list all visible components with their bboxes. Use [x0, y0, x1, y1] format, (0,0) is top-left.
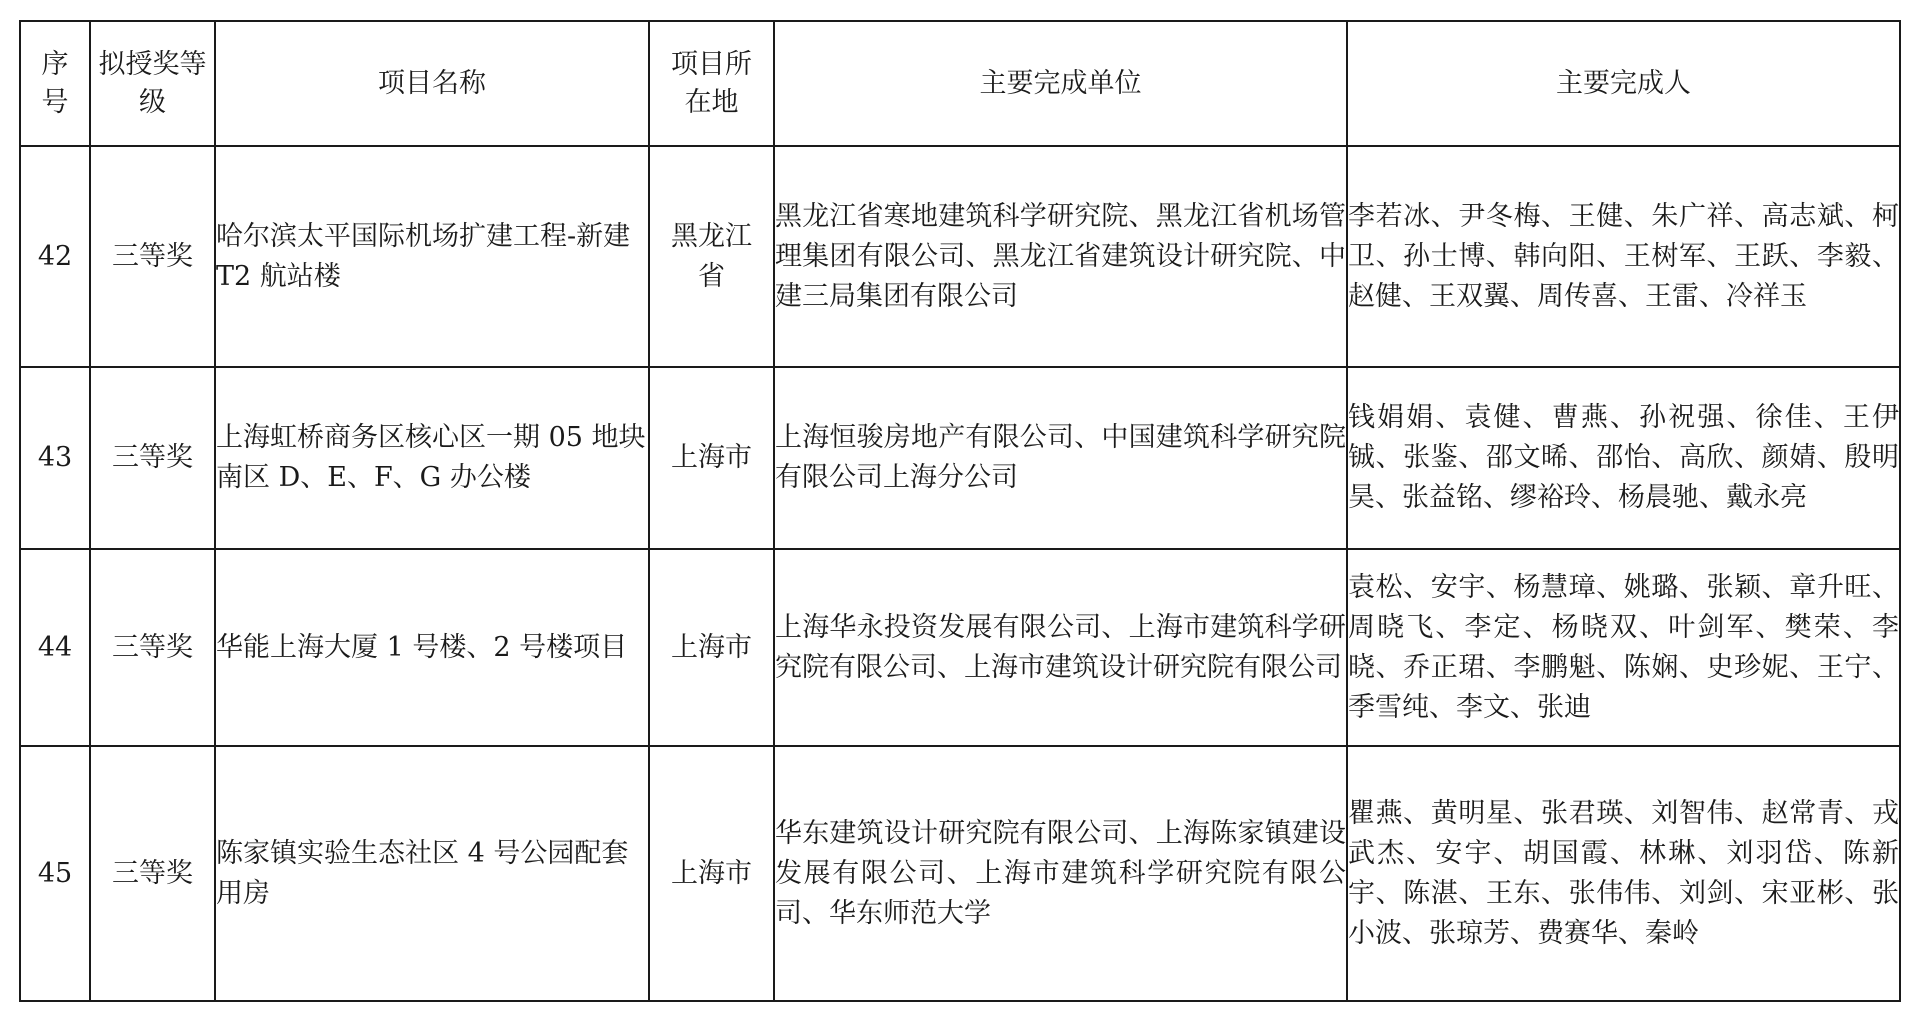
row-project-name: 哈尔滨太平国际机场扩建工程-新建 T2 航站楼 — [215, 146, 649, 367]
row-location: 黑龙江省 — [649, 146, 774, 367]
header-units: 主要完成单位 — [774, 21, 1347, 146]
row-num: 45 — [20, 746, 90, 1001]
table-row — [20, 549, 1900, 746]
row-people: 瞿燕、黄明星、张君瑛、刘智伟、赵常青、戎武杰、安宇、胡国霞、林琳、刘羽岱、陈新宇、陈湛、王东、张伟伟、刘剑、宋亚彬、张小波、张琼芳、费赛华、秦岭 — [1347, 746, 1900, 1001]
row-num: 44 — [20, 549, 90, 746]
header-people: 主要完成人 — [1347, 21, 1900, 146]
header-project-name: 项目名称 — [215, 21, 649, 146]
table-header-row — [20, 21, 1900, 146]
row-location: 上海市 — [649, 549, 774, 746]
row-project-name: 华能上海大厦 1 号楼、2 号楼项目 — [215, 549, 649, 746]
row-location: 上海市 — [649, 367, 774, 549]
award-list-page — [19, 20, 1899, 998]
row-num: 42 — [20, 146, 90, 367]
row-grade: 三等奖 — [90, 367, 215, 549]
row-project-name: 上海虹桥商务区核心区一期 05 地块南区 D、E、F、G 办公楼 — [215, 367, 649, 549]
row-location: 上海市 — [649, 746, 774, 1001]
award-table — [19, 20, 1901, 1002]
row-grade: 三等奖 — [90, 549, 215, 746]
header-grade: 拟授奖等级 — [90, 21, 215, 146]
row-project-name: 陈家镇实验生态社区 4 号公园配套用房 — [215, 746, 649, 1001]
header-num: 序号 — [20, 21, 90, 146]
row-people: 李若冰、尹冬梅、王健、朱广祥、高志斌、柯卫、孙士博、韩向阳、王树军、王跃、李毅、赵健、王双翼、周传喜、王雷、冷祥玉 — [1347, 146, 1900, 367]
row-units: 上海华永投资发展有限公司、上海市建筑科学研究院有限公司、上海市建筑设计研究院有限公司 — [774, 549, 1347, 746]
header-location: 项目所在地 — [649, 21, 774, 146]
row-units: 华东建筑设计研究院有限公司、上海陈家镇建设发展有限公司、上海市建筑科学研究院有限公司、华东师范大学 — [774, 746, 1347, 1001]
table-row — [20, 746, 1900, 1001]
row-grade: 三等奖 — [90, 146, 215, 367]
table-row — [20, 367, 1900, 549]
row-people: 袁松、安宇、杨慧璋、姚璐、张颖、章升旺、周晓飞、李定、杨晓双、叶剑军、樊荣、李晓、乔正珺、李鹏魁、陈娴、史珍妮、王宁、季雪纯、李文、张迪 — [1347, 549, 1900, 746]
row-grade: 三等奖 — [90, 746, 215, 1001]
row-units: 黑龙江省寒地建筑科学研究院、黑龙江省机场管理集团有限公司、黑龙江省建筑设计研究院、中建三局集团有限公司 — [774, 146, 1347, 367]
row-people: 钱娟娟、袁健、曹燕、孙祝强、徐佳、王伊铖、张鉴、邵文晞、邵怡、高欣、颜婧、殷明昊、张益铭、缪裕玲、杨晨驰、戴永亮 — [1347, 367, 1900, 549]
table-row — [20, 146, 1900, 367]
row-num: 43 — [20, 367, 90, 549]
row-units: 上海恒骏房地产有限公司、中国建筑科学研究院有限公司上海分公司 — [774, 367, 1347, 549]
